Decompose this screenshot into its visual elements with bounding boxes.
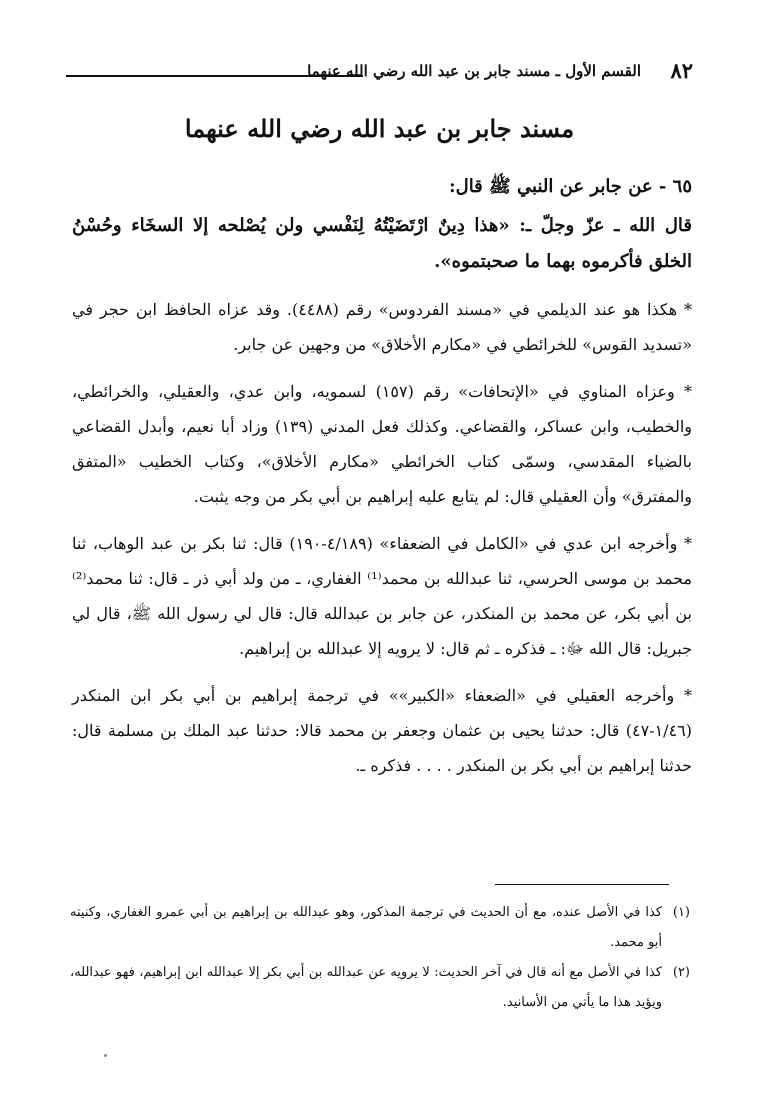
footnote-separator (495, 884, 669, 885)
print-speck (104, 1054, 107, 1057)
footnote-marker: (٢) (672, 965, 690, 980)
commentary-paragraph: * وأخرجه ابن عدي في «الكامل في الضعفاء» (٤/١٨٩-١٩٠) قال: ثنا بكر بن عبد الوهاب، ثنا محمد بن موسى الحرسي، ثنا عبدالله بن محمد⁽¹⁾ الغفاري، ـ من ولد أبي ذر ـ قال: ثنا محمد⁽²⁾ بن أبي بكر، عن محمد بن المنكدر، عن جابر بن عبدالله قال: قال لي رسول الله ﷺ، قال لي جبريل: قال الله ﷻ: ـ فذكره ـ ثم قال: لا يرويه إلا عبدالله بن إبراهيم. (72, 534, 693, 658)
commentary-paragraph: * وعزاه المناوي في «الإتحافات» رقم (١٥٧) لسمويه، وابن عدي، والعقيلي، والخرائطي، والخطيب، وابن عساكر، والقضاعي. وكذلك فعل المدني (١٣٩) وزاد أبا نعيم، وأبدل القضاعي بالضياء المقدسي، وسمّى كتاب الخرائطي «مكارم الأخلاق»، وكتاب الخطيب «المتفق والمفترق» وأن العقيلي قال: لم يتابع عليه إبراهيم بن أبي بكر من وجه يثبت. (72, 382, 692, 506)
header-rule (66, 75, 363, 77)
running-header (66, 58, 693, 88)
main-text (72, 170, 692, 783)
footnote (70, 898, 690, 958)
commentary-paragraph: * وأخرجه العقيلي في «الضعفاء «الكبير»» في ترجمة إبراهيم بن أبي بكر ابن المنكدر (١/٤٦-٤٧) قال: حدثنا يحيى بن عثمان وجعفر بن محمد قالا: حدثنا عبد الملك بن مسلمة قال: حدثنا إبراهيم بن أبي بكر بن المنكدر . . . . فذكره ـ. (72, 686, 693, 775)
hadith-heading: ٦٥ - عن جابر عن النبي ﷺ قال: (448, 176, 692, 197)
hadith-text: قال الله ـ عزّ وجلّ ـ: «هذا دِينٌ ارْتَضَيْتُهُ لِنَفْسي ولن يُصْلحه إلا السخَاء وحُسْنُ الخلق فأكرموه بهما ما صحبتموه». (72, 215, 692, 272)
footnote (70, 958, 690, 1018)
footnote-marker: (١) (672, 905, 690, 920)
section-title: مسند جابر بن عبد الله رضي الله عنهما (184, 114, 575, 143)
commentary-paragraph: * هكذا هو عند الديلمي في «مسند الفردوس» رقم (٤٤٨٨). وقد عزاه الحافظ ابن حجر في «تسديد القوس» للخرائطي في «مكارم الأخلاق» من وجهين عن جابر. (72, 300, 692, 354)
page-number: ٨٢ (670, 58, 693, 83)
running-title: القسم الأول ـ مسند جابر بن عبد الله رضي الله عنهما (307, 62, 641, 80)
footnotes (70, 898, 690, 1018)
footnote-text: كذا في الأصل مع أنه قال في آخر الحديث: لا يرويه عن عبدالله بن أبي بكر إلا عبدالله ابن إبراهيم، فهو عبدالله، ويؤيد هذا ما يأتي من الأسانيد. (70, 965, 662, 1010)
footnote-text: كذا في الأصل عنده، مع أن الحديث في ترجمة المذكور، وهو عبدالله بن إبراهيم بن أبي عمرو الغفاري، وكنيته أبو محمد. (70, 905, 662, 950)
